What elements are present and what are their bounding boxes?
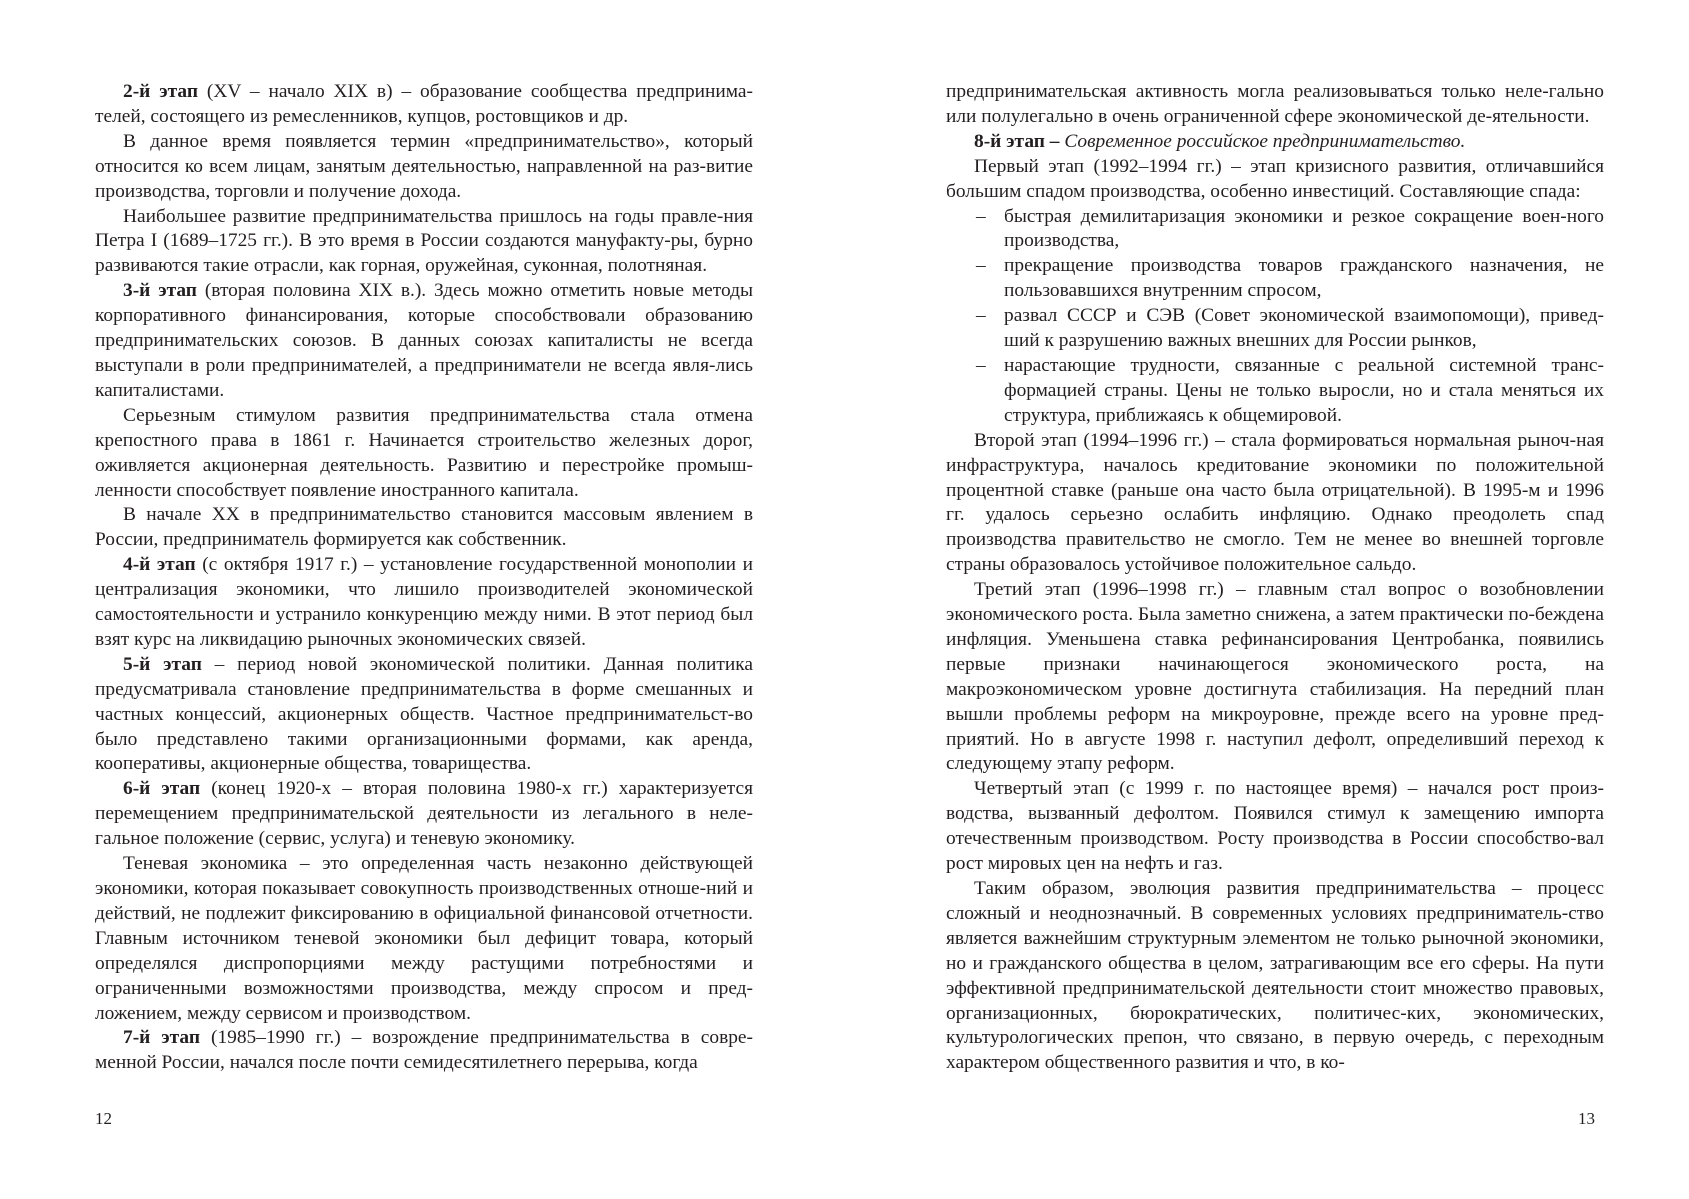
list-item-text: быстрая демилитаризация экономики и резкое сокращение воен-ного производства, xyxy=(1004,205,1604,252)
paragraph-continuation: предпринимательская активность могла реализовываться только неле-гально или полулегально в очень ограниченной сфере экономической де-ятельности. xyxy=(946,81,1604,127)
paragraph: Третий этап (1996–1998 гг.) – главным стал вопрос о возобновлении экономического роста. Была заметно снижена, а затем практически по-беждена инфляция. Уменьшена ставка рефинансирования Центробанка, появились первые признаки начинающегося экономического роста, на макроэкономическом уровне достигнута стабилизация. На передний план вышли проблемы реформ на микроуровне, прежде всего на уровне пред-приятий. Но в августе 1998 г. наступил дефолт, определивший переход к следующему этапу реформ. xyxy=(946,579,1604,775)
dash-bullet: – xyxy=(976,354,986,376)
paragraph: Второй этап (1994–1996 гг.) – стала формироваться нормальная рыноч-ная инфраструктура, началось кредитование экономики по положительной процентной ставке (раньше она часто была отрицательной). В 1995-м и 1996 гг. удалось серьезно ослабить инфляцию. Однако преодолеть спад производства правительство не смогло. Тем не менее во внешней торговле страны образовалось устойчивое положительное сальдо. xyxy=(946,429,1604,576)
dash-bullet: – xyxy=(976,255,986,277)
paragraph-text: (XV – начало XIX в) – образование сообщества предпринима-телей, состоящего из ремесленников, купцов, ростовщиков и др. xyxy=(95,81,754,127)
stage-4-heading: 4-й этап xyxy=(123,554,196,576)
paragraph: Четвертый этап (с 1999 г. по настоящее время) – начался рост произ-водства, вызванный дефолтом. Появился стимул к замещению импорта отечественным производством. Росту производства в России способство-вал рост мировых цен на нефть и газ. xyxy=(946,778,1604,875)
paragraph: Теневая экономика – это определенная часть незаконно действующей экономики, которая показывает совокупность производственных отноше-ний и действий, не подлежит фиксированию в официальной финансовой отчетности. Главным источником теневой экономики был дефицит товара, который определялся диспропорциями между растущими потребностями и ограниченными возможностями производства, между спросом и пред-ложением, между сервисом и производством. xyxy=(95,853,753,1024)
paragraph-stage-6 xyxy=(95,777,753,852)
stage-8-heading: 8-й этап – xyxy=(974,130,1060,152)
paragraph: Наибольшее развитие предпринимательства пришлось на годы правле-ния Петра I (1689–1725 гг.). В это время в России создаются мануфакту-ры, бурно развиваются такие отрасли, как горная, оружейная, суконная, полотняная. xyxy=(95,205,753,277)
list-item xyxy=(946,205,1604,255)
paragraph-stage-3 xyxy=(95,279,753,404)
right-page xyxy=(946,80,1604,1076)
paragraph-text: (конец 1920-х – вторая половина 1980-х гг.) характеризуется перемещением предпринимательской деятельности из легального в неле-гальное положение (сервис, услуга) и теневую экономику. xyxy=(95,778,753,850)
dash-bullet: – xyxy=(976,205,986,227)
paragraph-text: (вторая половина XIX в.). Здесь можно отметить новые методы корпоративного финансирования, которые способствовали образованию предпринимательских союзов. В данных союзах капиталисты не всегда выступали в роли предпринимателей, а предприниматели не всегда явля-лись капиталистами. xyxy=(95,280,753,401)
stage-6-heading: 6-й этап xyxy=(123,778,201,800)
paragraph-stage-2 xyxy=(95,80,753,130)
list-item-text: нарастающие трудности, связанные с реальной системной транс-формацией страны. Цены не только выросли, но и стала меняться их структура, приближаясь к общемировой. xyxy=(1004,354,1604,426)
paragraph: В начале XX в предпринимательство становится массовым явлением в России, предприниматель формируется как собственник. xyxy=(95,504,753,551)
list-item-text: прекращение производства товаров гражданского назначения, не пользовавшихся внутренним спросом, xyxy=(1004,255,1604,302)
paragraph: В данное время появляется термин «предпринимательство», который относится ко всем лицам, занятым деятельностью, направленной на раз-витие производства, торговли и получение дохода. xyxy=(95,130,753,202)
paragraph-stage-7 xyxy=(95,1026,753,1076)
left-page xyxy=(95,80,753,1076)
stage-2-heading: 2-й этап xyxy=(123,81,198,102)
page-number-right: 13 xyxy=(1578,1109,1595,1128)
list-item xyxy=(946,304,1604,354)
stage-3-heading: 3-й этап xyxy=(123,280,197,302)
paragraph: Серьезным стимулом развития предпринимательства стала отмена крепостного права в 1861 г. Начинается строительство железных дорог, оживляется акционерная деятельность. Развитию и перестройке промыш-ленности способствует появление иностранного капитала. xyxy=(95,404,753,501)
paragraph-text: – период новой экономической политики. Данная политика предусматривала становление предпринимательства в форме смешанных и частных концессий, акционерных обществ. Частное предпринимательст-во было представлено такими организационными формами, как аренда, кооперативы, акционерные общества, товарищества. xyxy=(95,653,753,775)
stage-8-title: Современное российское предпринимательство. xyxy=(1064,130,1466,152)
stage-7-heading: 7-й этап xyxy=(123,1027,201,1049)
paragraph: Первый этап (1992–1994 гг.) – этап кризисного развития, отличавшийся большим спадом производства, особенно инвестиций. Составляющие спада: xyxy=(946,155,1604,202)
paragraph-stage-8 xyxy=(946,130,1604,155)
list-item-text: развал СССР и СЭВ (Совет экономической взаимопомощи), привед-ший к разрушению важных внешних для России рынков, xyxy=(1004,305,1604,352)
paragraph-stage-5 xyxy=(95,653,753,778)
page-number-left: 12 xyxy=(95,1109,112,1128)
decline-components-list xyxy=(946,205,1604,429)
list-item xyxy=(946,254,1604,304)
paragraph: Таким образом, эволюция развития предпринимательства – процесс сложный и неоднозначный. В современных условиях предприниматель-ство является важнейшим структурным элементом не только рыночной экономики, но и гражданского общества в целом, затрагивающим все его сферы. На пути эффективной предпринимательской деятельности стоит множество правовых, организационных, бюрократических, политичес-ких, экономических, культурологических препон, что связано, в первую очередь, с переходным характером общественного развития и что, в ко- xyxy=(946,878,1604,1074)
paragraph-text: (1985–1990 гг.) – возрождение предпринимательства в совре-менной России, начался после почти семидесятилетнего перерыва, когда xyxy=(95,1027,753,1074)
list-item xyxy=(946,354,1604,429)
stage-5-heading: 5-й этап xyxy=(123,653,202,675)
dash-bullet: – xyxy=(976,305,986,327)
paragraph-text: (с октября 1917 г.) – установление государственной монополии и централизация экономики, что лишило производителей экономической самостоятельности и устранило конкуренцию между ними. В этот период был взят курс на ликвидацию рыночных экономических связей. xyxy=(95,554,753,650)
paragraph-stage-4 xyxy=(95,553,753,653)
